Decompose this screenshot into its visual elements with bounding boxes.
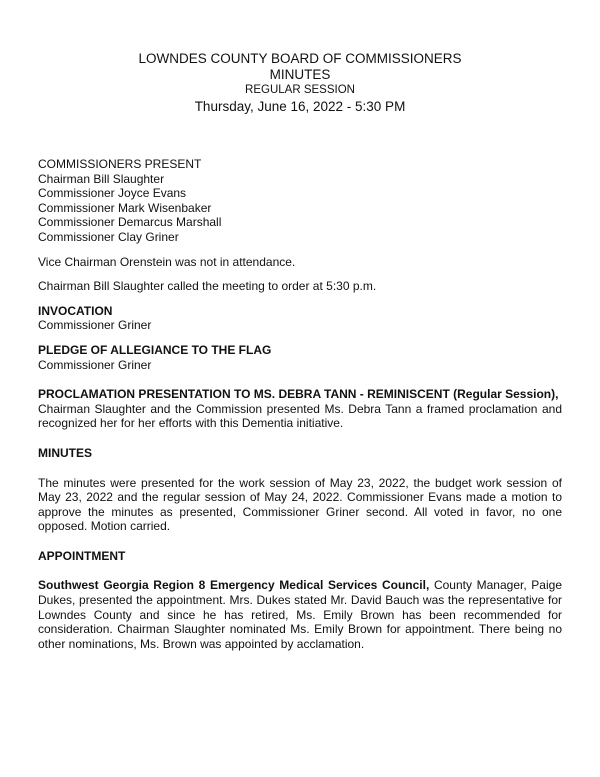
absent-note: Vice Chairman Orenstein was not in attendance.: [38, 254, 296, 269]
proclamation-heading: PROCLAMATION PRESENTATION TO MS. DEBRA TANN - REMINISCENT (Regular Session),: [38, 387, 559, 402]
attendee: Commissioner Clay Griner: [38, 229, 179, 244]
meeting-date-time: Thursday, June 16, 2022 - 5:30 PM: [194, 99, 406, 114]
attendee: Commissioner Joyce Evans: [38, 186, 187, 201]
invocation-by: Commissioner Griner: [38, 318, 152, 333]
appointment-heading: APPOINTMENT: [38, 548, 126, 563]
pledge-heading: PLEDGE OF ALLEGIANCE TO THE FLAG: [38, 342, 272, 357]
document-type: MINUTES: [269, 67, 331, 82]
minutes-heading: MINUTES: [38, 445, 92, 460]
document-body: [38, 157, 562, 651]
attendee: Chairman Bill Slaughter: [38, 171, 165, 186]
attendee: Commissioner Mark Wisenbaker: [38, 200, 212, 215]
invocation-section: [38, 304, 562, 333]
invocation-heading: INVOCATION: [38, 303, 113, 318]
appointment-paragraph: [38, 578, 562, 651]
attendance-section: [38, 157, 562, 245]
call-to-order: Chairman Bill Slaughter called the meeting to order at 5:30 p.m.: [38, 279, 377, 294]
organization-title: LOWNDES COUNTY BOARD OF COMMISSIONERS: [138, 51, 462, 66]
appointment-section: [38, 549, 562, 652]
pledge-section: [38, 343, 562, 372]
appointment-item-title: Southwest Georgia Region 8 Emergency Medical Services Council,: [38, 578, 430, 593]
document-header: [0, 51, 600, 115]
proclamation-section: [38, 387, 562, 431]
attendee: Commissioner Demarcus Marshall: [38, 215, 222, 230]
session-type: REGULAR SESSION: [245, 84, 355, 96]
attendance-heading: COMMISSIONERS PRESENT: [38, 157, 202, 171]
proclamation-body: Chairman Slaughter and the Commission presented Ms. Debra Tann a framed proclamation and recognized her for her efforts with this Dementia initiative.: [38, 401, 562, 431]
minutes-section: [38, 446, 562, 534]
minutes-body: The minutes were presented for the work session of May 23, 2022, the budget work session of May 23, 2022 and the regular session of May 24, 2022. Commissioner Evans made a motion to approve the minutes as presented, Commissioner Griner second. All voted in favor, no one opposed. Motion carried.: [38, 475, 562, 534]
pledge-by: Commissioner Griner: [38, 357, 152, 372]
appointment-body: County Manager, Paige Dukes, presented the appointment. Mrs. Dukes stated Mr. David Bauch was the representative for Lowndes County and since he has retired, Ms. Emily Brown has been recommended for consideration. Chairman Slaughter nominated Ms. Emily Brown for appointment. There being no other nominations, Ms. Brown was appointed by acclamation.: [38, 578, 562, 651]
